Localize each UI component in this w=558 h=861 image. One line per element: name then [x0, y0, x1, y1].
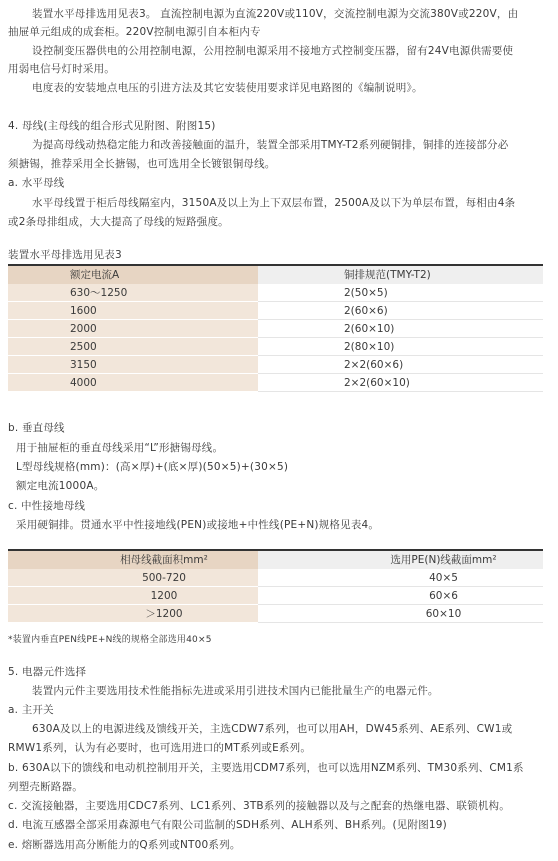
section-b-line3: 额定电流1000A。: [16, 480, 105, 492]
table3-cell: 3150: [70, 358, 97, 371]
table3-caption: 装置水平母排选用见表3: [8, 249, 122, 261]
section-c-heading: c. 中性接地母线: [8, 500, 86, 512]
paragraph-meter: 电度表的安装地点电压的引进方法及其它安装使用要求详见电路图的《编制说明》。: [32, 82, 423, 94]
paragraph-control-power: 装置水平母排选用见表3。 直流控制电源为直流220V或110V，交流控制电源为交流380V或220V，由: [32, 8, 519, 20]
table3-cell: 2×2(60×10): [344, 376, 410, 389]
section-5c: c. 交流接触器，主要选用CDC7系列、LC1系列、3TB系列的接触器以及与之配套的热继电器、联锁机构。: [8, 800, 510, 812]
table4-cell: 60×10: [425, 607, 462, 620]
paragraph-control-power-cont: 抽屉单元组成的成套柜。220V控制电源引自本柜内专: [8, 26, 261, 38]
table3: [8, 264, 543, 392]
section-b-heading: b. 垂直母线: [8, 422, 65, 434]
table3-cell: 2(60×10): [344, 322, 395, 335]
table4-cell: 40×5: [429, 571, 458, 584]
section-a-paragraph-cont: 或2条母排组成，大大提高了母线的短路强度。: [8, 216, 229, 228]
table3-cell: 2500: [70, 340, 97, 353]
table4-header-phase: 相母线截面积mm²: [8, 550, 258, 569]
table3-cell: 4000: [70, 376, 97, 389]
table-row: [8, 338, 543, 356]
section-a-heading: a. 水平母线: [8, 177, 65, 189]
table-row: [8, 284, 543, 302]
section-5b-line1: b. 630A以下的馈线和电动机控制用开关，主要选用CDM7系列，也可以选用NZM系列、TM30系列、CM1系: [8, 762, 524, 774]
section-5-intro: 装置内元件主要选用技术性能指标先进或采用引进技术国内已能批量生产的电器元件。: [32, 685, 439, 697]
section-5e: e. 熔断器选用高分断能力的Q系列或NT00系列。: [8, 839, 241, 851]
table3-cell: 2(80×10): [344, 340, 395, 353]
table4: [8, 549, 543, 623]
table4-cell: 500-720: [142, 571, 186, 584]
section-4-paragraph: 为提高母线动热稳定能力和改善接触面的温升，装置全部采用TMY-T2系列硬铜排，铜排的连接部分必: [32, 139, 509, 151]
section-4-heading: 4. 母线(主母线的组合形式见附图、附图15): [8, 120, 216, 132]
table-row: [8, 569, 543, 587]
table3-cell: 1600: [70, 304, 97, 317]
section-a-paragraph: 水平母线置于柜后母线隔室内，3150A及以上为上下双层布置，2500A及以下为单层布置，每相由4条: [32, 197, 516, 209]
section-5-heading: 5. 电器元件选择: [8, 666, 87, 678]
table4-cell: 60×6: [429, 589, 458, 602]
table3-header-row: [8, 265, 543, 284]
table4-header-row: [8, 550, 543, 569]
section-c-line1: 采用硬铜排。贯通水平中性接地线(PEN)或接地+中性线(PE+N)规格见表4。: [16, 519, 380, 531]
section-5a-line1: 630A及以上的电源进线及馈线开关，主选CDW7系列，也可以用AH，DW45系列、AE系列、CW1或: [32, 723, 513, 735]
table-row: [8, 320, 543, 338]
paragraph-transformer: 设控制变压器供电的公用控制电源，公用控制电源采用不接地方式控制变压器，留有24V电源供需要使: [32, 45, 514, 57]
table4-footnote: *装置内垂直PEN线PE+N线的规格全部选用40×5: [8, 635, 212, 645]
table4-cell: ＞1200: [145, 607, 183, 620]
table4-header-pe: 选用PE(N)线截面mm²: [258, 550, 543, 569]
table3-cell: 2000: [70, 322, 97, 335]
table-row: [8, 302, 543, 320]
table3-header-busbar: 铜排规范(TMY-T2): [258, 265, 543, 284]
table3-cell: 630～1250: [70, 286, 128, 299]
section-5a-line2: RMW1系列，认为有必要时，也可选用进口的MT系列或E系列。: [8, 742, 312, 754]
table3-cell: 2(50×5): [344, 286, 388, 299]
section-b-line1: 用于抽屉柜的垂直母线采用“L”形搪锡母线。: [16, 442, 224, 454]
table3-cell: 2×2(60×6): [344, 358, 404, 371]
table-row: [8, 374, 543, 392]
table3-cell: 2(60×6): [344, 304, 388, 317]
section-5b-line2: 列塑壳断路器。: [8, 781, 83, 793]
section-5d: d. 电流互感器全部采用森源电气有限公司监制的SDH系列、ALH系列、BH系列。(见附图19): [8, 819, 447, 831]
table-row: [8, 605, 543, 623]
table4-cell: 1200: [150, 589, 178, 602]
section-b-line2: L型母线规格(mm)：(高×厚)+(底×厚)(50×5)+(30×5): [16, 461, 289, 473]
section-5a-heading: a. 主开关: [8, 704, 54, 716]
paragraph-transformer-cont: 用弱电信号灯时采用。: [8, 63, 115, 75]
table3-header-current: 额定电流A: [8, 265, 258, 284]
table-row: [8, 587, 543, 605]
section-4-paragraph-cont: 须搪锡，推荐采用全长搪锡，也可选用全长镀银铜母线。: [8, 158, 276, 170]
table-row: [8, 356, 543, 374]
